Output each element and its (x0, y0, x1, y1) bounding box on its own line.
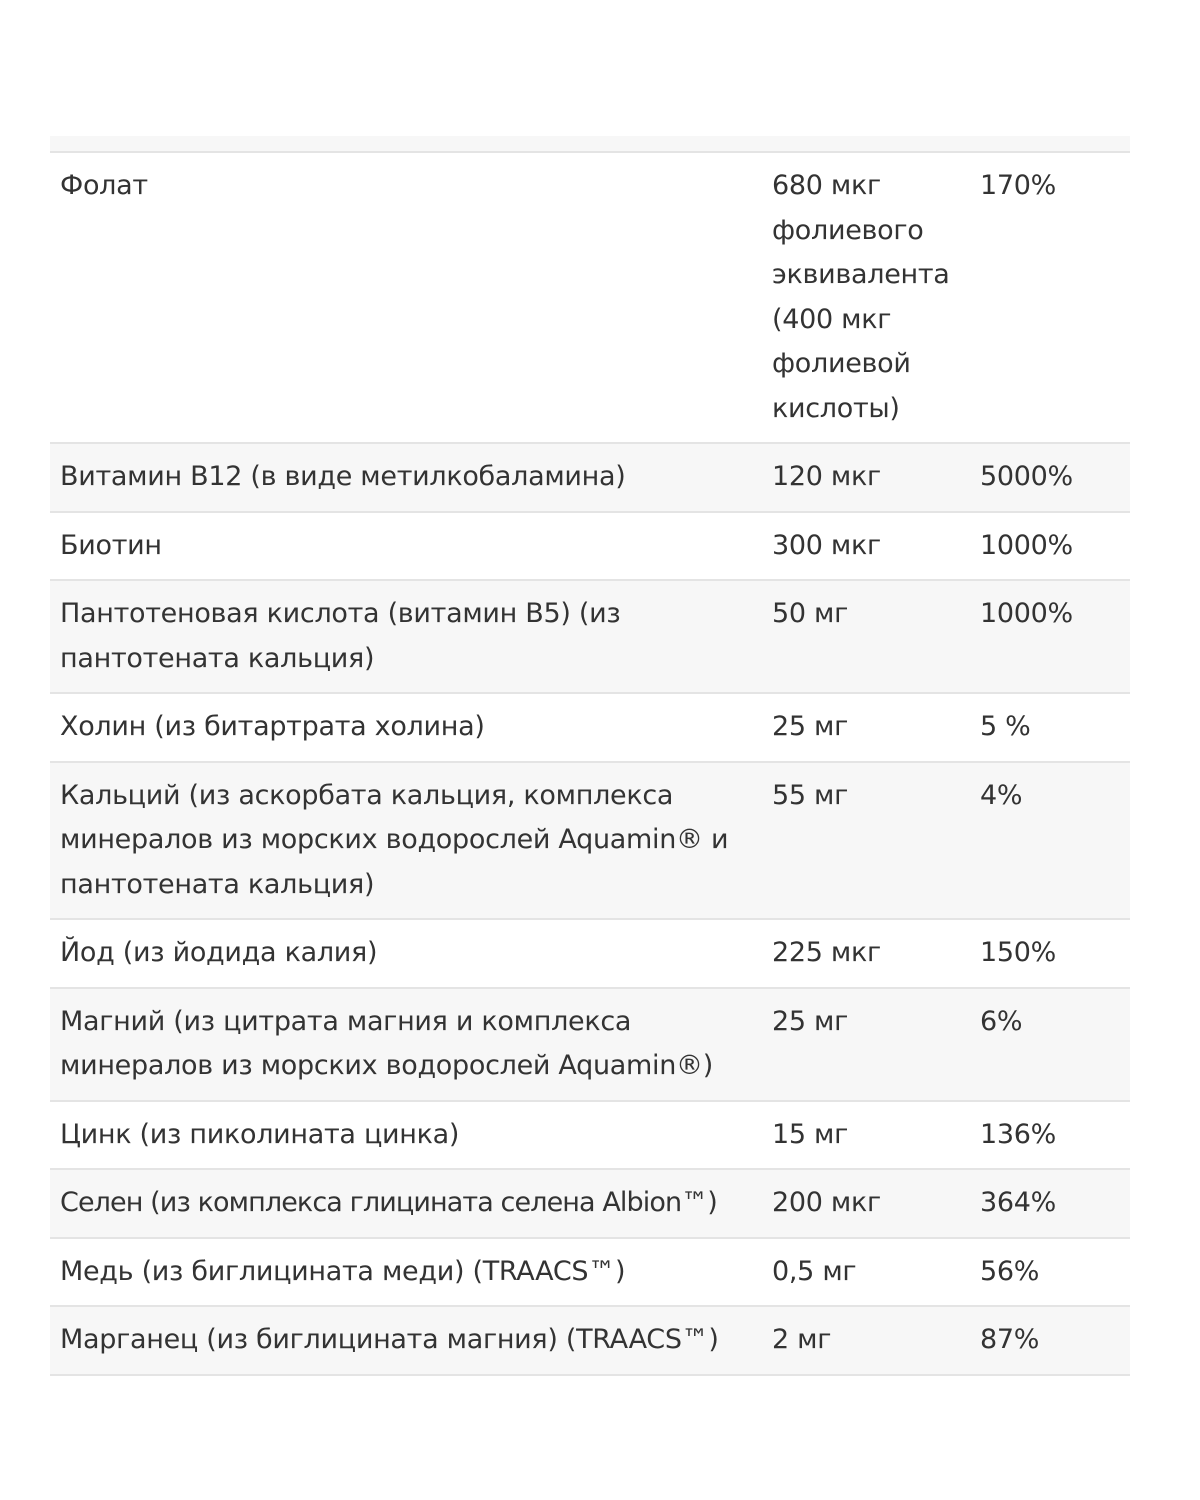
nutrient-name: Витамин B12 (в виде метилкобаламина) (50, 443, 762, 512)
nutrient-name: Медь (из биглицината меди) (TRAACS™) (50, 1238, 762, 1307)
nutrient-daily-value: 56% (966, 1238, 1130, 1307)
nutrition-table (50, 153, 1130, 1376)
nutrient-daily-value: 87% (966, 1306, 1130, 1375)
nutrient-name: Цинк (из пиколината цинка) (50, 1101, 762, 1170)
nutrient-amount: 25 мг (762, 988, 966, 1101)
nutrient-daily-value: 4% (966, 762, 1130, 920)
nutrient-amount: 120 мкг (762, 443, 966, 512)
nutrient-amount: 2 мг (762, 1306, 966, 1375)
table-row (50, 693, 1130, 762)
table-row (50, 1306, 1130, 1375)
nutrient-name: Пантотеновая кислота (витамин B5) (из пантотената кальция) (50, 580, 762, 693)
nutrient-name: Холин (из битартрата холина) (50, 693, 762, 762)
table-row (50, 1238, 1130, 1307)
nutrient-amount: 50 мг (762, 580, 966, 693)
nutrient-name: Йод (из йодида калия) (50, 919, 762, 988)
table-row (50, 512, 1130, 581)
nutrient-name: Марганец (из биглицината магния) (TRAACS™) (50, 1306, 762, 1375)
nutrient-amount: 200 мкг (762, 1169, 966, 1238)
table-top-strip (50, 136, 1130, 153)
table-row (50, 1169, 1130, 1238)
table-row (50, 988, 1130, 1101)
nutrient-daily-value: 1000% (966, 580, 1130, 693)
nutrient-name: Кальций (из аскорбата кальция, комплекса минералов из морских водорослей Aquamin® и пантотената кальция) (50, 762, 762, 920)
nutrient-daily-value: 5 % (966, 693, 1130, 762)
nutrient-name: Магний (из цитрата магния и комплекса минералов из морских водорослей Aquamin®) (50, 988, 762, 1101)
table-row (50, 919, 1130, 988)
nutrient-amount: 0,5 мг (762, 1238, 966, 1307)
nutrition-table-container (50, 136, 1130, 1376)
nutrient-amount: 55 мг (762, 762, 966, 920)
nutrient-amount: 680 мкг фолиевого эквивалента (400 мкг фолиевой кислоты) (762, 153, 966, 443)
table-row (50, 762, 1130, 920)
table-row (50, 1101, 1130, 1170)
nutrient-daily-value: 5000% (966, 443, 1130, 512)
nutrient-name: Селен (из комплекса глицината селена Albion™) (50, 1169, 762, 1238)
nutrient-daily-value: 150% (966, 919, 1130, 988)
nutrition-table-body (50, 153, 1130, 1375)
nutrient-amount: 15 мг (762, 1101, 966, 1170)
nutrient-name: Фолат (50, 153, 762, 443)
nutrient-amount: 225 мкг (762, 919, 966, 988)
nutrient-amount: 300 мкг (762, 512, 966, 581)
nutrient-daily-value: 136% (966, 1101, 1130, 1170)
nutrient-daily-value: 1000% (966, 512, 1130, 581)
nutrient-name: Биотин (50, 512, 762, 581)
table-row (50, 153, 1130, 443)
nutrient-daily-value: 6% (966, 988, 1130, 1101)
nutrient-daily-value: 170% (966, 153, 1130, 443)
nutrient-amount: 25 мг (762, 693, 966, 762)
table-row (50, 443, 1130, 512)
table-row (50, 580, 1130, 693)
nutrient-daily-value: 364% (966, 1169, 1130, 1238)
